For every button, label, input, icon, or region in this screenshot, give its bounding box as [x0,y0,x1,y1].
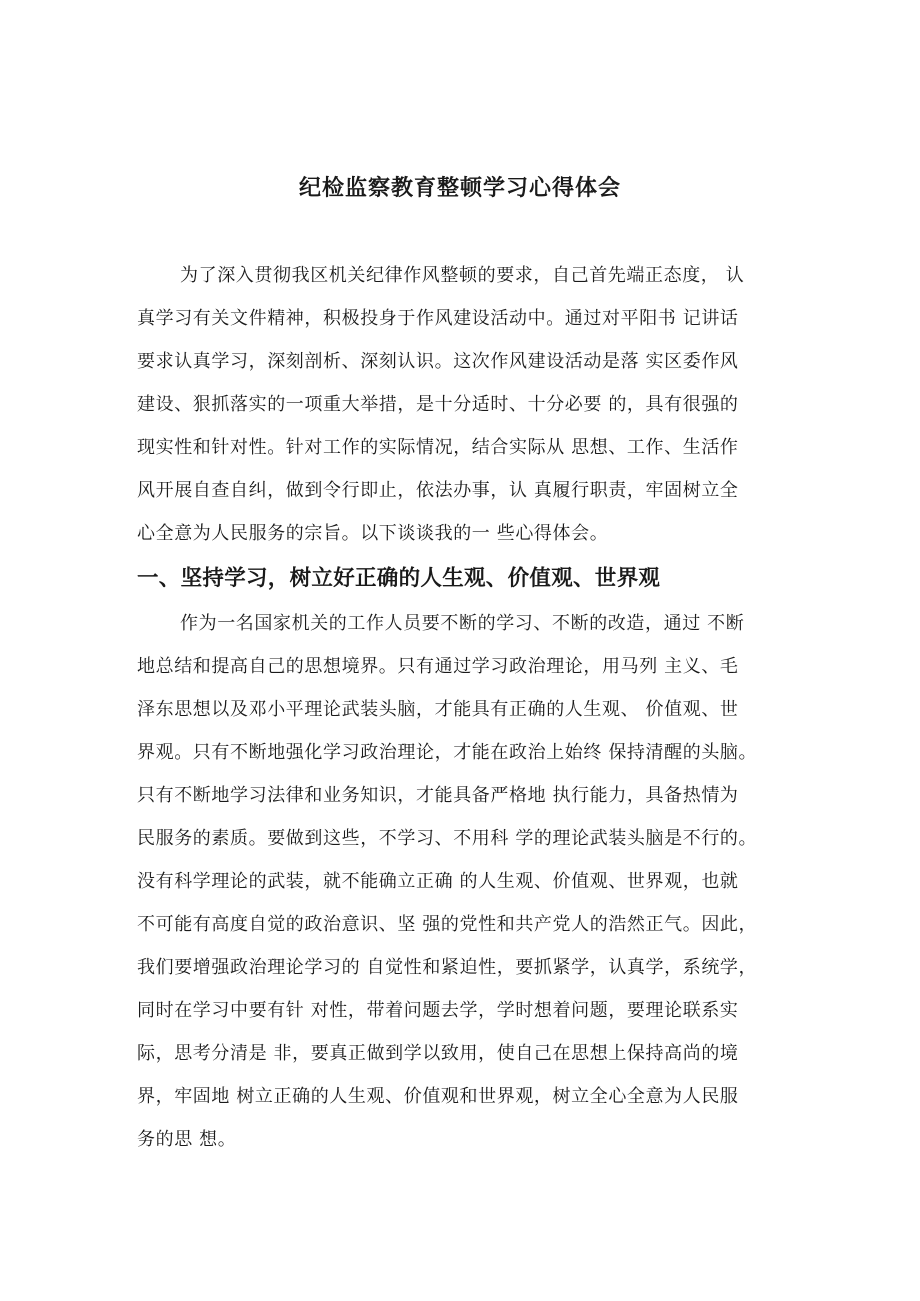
section-paragraph-line: 不可能有高度自觉的政治意识、坚 强的党性和共产党人的浩然正气。因此， [137,914,758,935]
intro-paragraph-line: 为了深入贯彻我区机关纪律作风整顿的要求，自己首先端正态度， 认 [180,265,745,286]
section-paragraph-line: 我们要增强政治理论学习的 自觉性和紧迫性，要抓紧学，认真学，系统学， [137,957,758,978]
intro-paragraph-line: 风开展自查自纠，做到令行即止，依法办事，认 真履行职责，牢固树立全 [137,480,739,501]
section-paragraph-line: 没有科学理论的武装，就不能确立正确 的人生观、价值观、世界观，也就 [137,871,739,892]
section-paragraph-line: 际，思考分清是 非，要真正做到学以致用，使自己在思想上保持高尚的境 [137,1043,739,1064]
section-paragraph-line: 只有不断地学习法律和业务知识，才能具备严格地 执行能力，具备热情为 [137,785,739,806]
intro-paragraph-line: 现实性和针对性。针对工作的实际情况，结合实际从 思想、工作、生活作 [137,437,739,458]
document-title: 纪检监察教育整顿学习心得体会 [298,176,621,201]
intro-paragraph-line: 建设、狠抓落实的一项重大举措，是十分适时、十分必要 的，具有很强的 [137,394,739,415]
section-paragraph-line: 界，牢固地 树立正确的人生观、价值观和世界观，树立全心全意为人民服 [137,1086,739,1107]
section-paragraph-line: 务的思 想。 [137,1129,237,1150]
section-paragraph-line: 泽东思想以及邓小平理论武装头脑，才能具有正确的人生观、 价值观、世 [137,699,739,720]
section-paragraph-line: 界观。只有不断地强化学习政治理论，才能在政治上始终 保持清醒的头脑。 [137,742,758,763]
section-paragraph-line: 地总结和提高自己的思想境界。只有通过学习政治理论，用马列 主义、毛 [137,656,739,677]
section-paragraph-line: 民服务的素质。要做到这些，不学习、不用科 学的理论武装头脑是不行的。 [137,828,758,849]
intro-paragraph-line: 真学习有关文件精神，积极投身于作风建设活动中。通过对平阳书 记讲话 [137,308,739,329]
intro-paragraph-line: 要求认真学习，深刻剖析、深刻认识。这次作风建设活动是落 实区委作风 [137,351,739,372]
section-paragraph-line: 作为一名国家机关的工作人员要不断的学习、不断的改造，通过 不断 [180,613,745,634]
section-heading: 一、坚持学习，树立好正确的人生观、价值观、世界观 [137,566,661,591]
section-paragraph-line: 同时在学习中要有针 对性，带着问题去学，学时想着问题，要理论联系实 [137,1000,739,1021]
intro-paragraph-line: 心全意为人民服务的宗旨。以下谈谈我的一 些心得体会。 [137,523,609,544]
